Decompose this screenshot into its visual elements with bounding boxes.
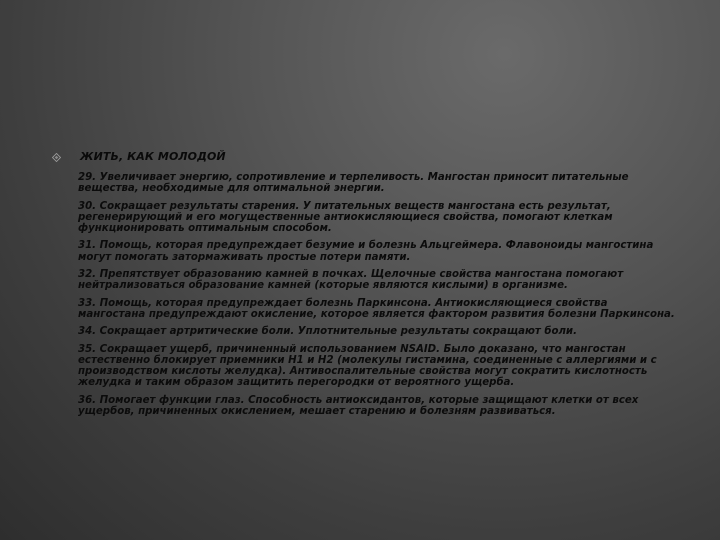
list-item: 36. Помогает функции глаз. Способность антиоксидантов, которые защищают клетки от всех ущербов, причиненных окислением, мешает старению и болезням развиваться. xyxy=(78,394,639,418)
list-item: 34. Сокращает артритические боли. Уплотнительные результаты сокращают боли. xyxy=(78,326,577,338)
slide-heading: ЖИТЬ, КАК МОЛОДОЙ xyxy=(80,150,226,163)
list-item: 29. Увеличивает энергию, сопротивление и терпеливость. Мангостан приносит питательные вещества, необходимые для оптимальной энергии. xyxy=(78,172,629,195)
list-item: 33. Помощь, которая предупреждает болезнь Паркинсона. Антиокисляющиеся свойства мангостана предупреждают окисление, которое является фактором развития болезни Паркинсона. xyxy=(78,297,675,320)
diamond-bullet-icon xyxy=(52,153,61,162)
list-item: 30. Сокращает результаты старения. У питательных веществ мангостана есть результат, регенерирующий и его могущественные антиокисляющиеся свойства, помогают клеткам функционировать оптимальным способом. xyxy=(78,200,613,235)
list-item: 31. Помощь, которая предупреждает безумие и болезнь Альцгеймера. Флавоноиды мангостина могут помогать затормаживать простые потери памяти. xyxy=(78,240,654,263)
list-item: 32. Препятствует образованию камней в почках. Щелочные свойства мангостана помогают нейтрализоваться образование камней (которые являются кислыми) в организме. xyxy=(78,269,624,292)
item-list xyxy=(78,172,678,423)
list-item: 35. Сокращает ущерб, причиненный использованием NSAID. Было доказано, что мангостан естественно блокирует приемники H1 и H2 (молекулы гистамина, соединенные с аллергиями и с производством кислоты желудка). Антивоспалительные свойства могут сократить кислотность желудка и таким образом защитить перегородки от вероятного ущерба. xyxy=(78,343,657,389)
